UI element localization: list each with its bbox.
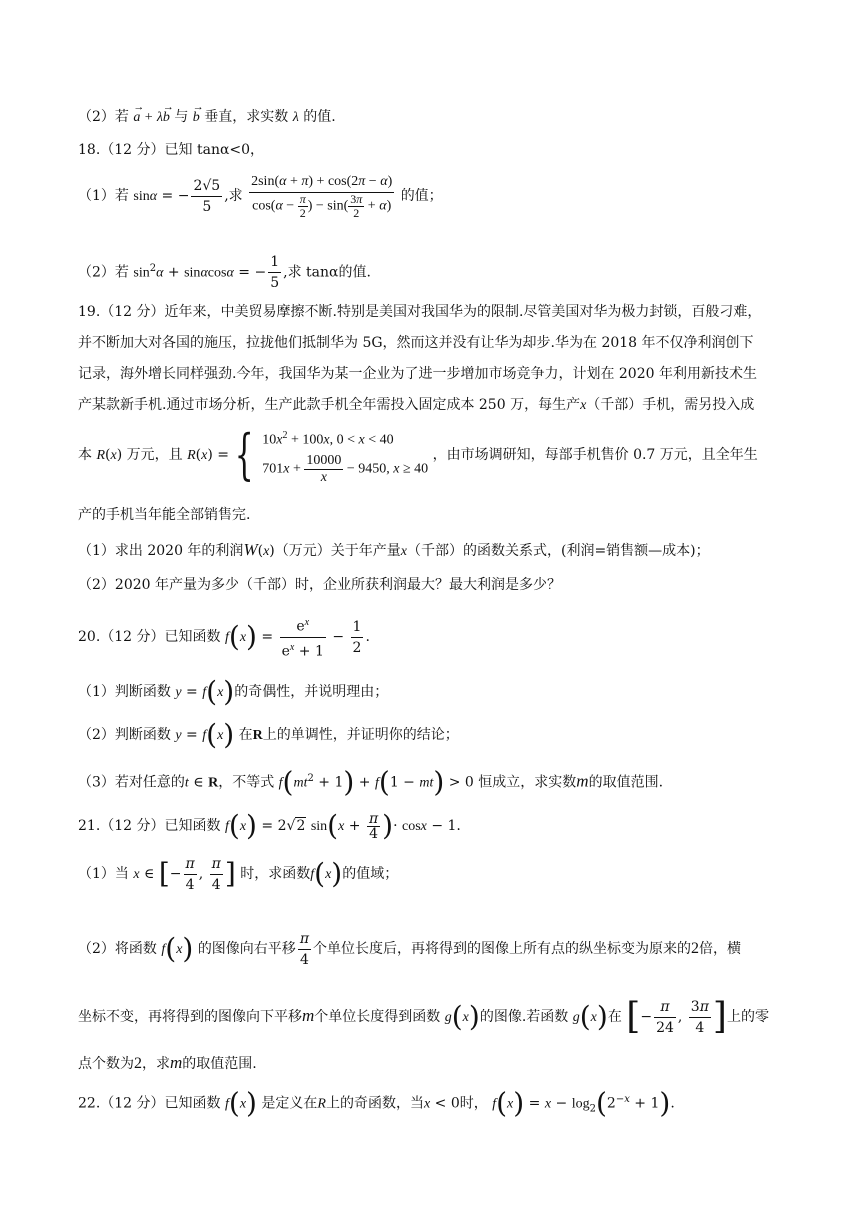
q19-part2: （2）2020 年产量为多少（千部）时，企业所获利润最大？最大利润是多少？ (78, 577, 561, 593)
q18-header: 18.（12 分）已知 tanα<0， (78, 142, 265, 158)
q17-part2: （2）若 → a + λ→ b 与 → b 垂直，求实数 λ 的值. (78, 107, 336, 128)
q21-part2-line3: 点个数为2，求m的取值范围. (78, 1053, 257, 1072)
q20-part1: （1）判断函数 y = f(x)的奇偶性，并说明理由； (78, 675, 389, 708)
q21-part2-line1: （2）将函数 f(x) 的图像向右平移 $\frac{\pi}{4}$ 个单位长度后，再将得到的图像上所有点的纵坐标变为原来的2倍，横 (78, 930, 742, 968)
q20-part2: （2）判断函数 y = f(x) 在R上的单调性，并证明你的结论； (78, 718, 459, 751)
q19-line1: 19.（12 分）近年来，中美贸易摩擦不断.特别是美国对我国华为的限制.尽管美国对华为极力封锁，百般刁难， (78, 304, 762, 320)
q20-part3: （3）若对任意的t ∈ R，不等式 $f(mt^2 + 1) + f(1 - mt) > 0$ 恒成立，求实数m的取值范围. (78, 765, 664, 799)
q19-line4: 产某款新手机.通过市场分析，生产此款手机全年需投入固定成本 250 万，每生产x（千部）手机，需另投入成 (78, 397, 755, 413)
q21-header: 21.（12 分）已知函数 f(x) = 2√2 sin(x + $\frac{\pi}{4}$ )· cosx − 1. (78, 809, 461, 842)
q19-line3: 记录，海外增长同样强劲.今年，我国华为某一企业为了进一步增加市场竞争力，计划在 2020 年利用新技术生 (78, 366, 757, 382)
q18-part2: （2）若 $\sin^2\alpha + \sin\alpha\cos\alpha$ = − $\frac{1}{5}$ ,求 tanα的值. (78, 254, 371, 292)
q21-part2-line2: 坐标不变，再将得到的图像向下平移m个单位长度得到函数 g(x)的图像.若函数 g(x)在 [− $\frac{\pi}{24}$ , $\frac{3\pi}{4}$ ]上的零 (78, 996, 769, 1037)
q19-line5: 本 R(x) 万元，且 R(x) = { $10x^2 + 100x$, 0 < x < 40 701x + $\frac{10000}{x}$ − 9450, x ≥ 40 ，由市场调研知，每部手机售价 0.7 万元，且全年生 (78, 422, 758, 486)
q21-part1: （1）当 x ∈ [− $\frac{\pi}{4}$ , $\frac{\pi}{4}$ ] 时，求函数f(x)的值域； (78, 855, 399, 893)
q19-line6: 产的手机当年能全部销售完. (78, 507, 251, 523)
q18-part1: （1）若 sinα = − $\frac{2√5}{5}$ ,求 2sin(α + π) + cos(2π − α) cos(α − $\frac{\pi}{2}$ ) − sin( $\frac{3\pi}{2}$ + α) 的值； (78, 174, 443, 220)
q19-part1: （1）求出 2020 年的利润W(x)（万元）关于年产量x（千部）的函数关系式，(利润=销售额—成本)； (78, 540, 710, 559)
q19-line2: 并不断加大对各国的施压，拉拢他们抵制华为 5G，然而这并没有让华为却步.华为在 2018 年不仅净利润创下 (78, 335, 754, 351)
q22-header: 22.（12 分）已知函数 f(x) 是定义在R上的奇函数，当x < 0时， $f(x) = x - \log_2(2^{-x} + 1)$. (78, 1086, 675, 1120)
q20-header: 20.（12 分）已知函数 f(x) = $\frac{e^x}{e^x + 1}$ − $\frac{1}{2}$ . (78, 613, 370, 661)
